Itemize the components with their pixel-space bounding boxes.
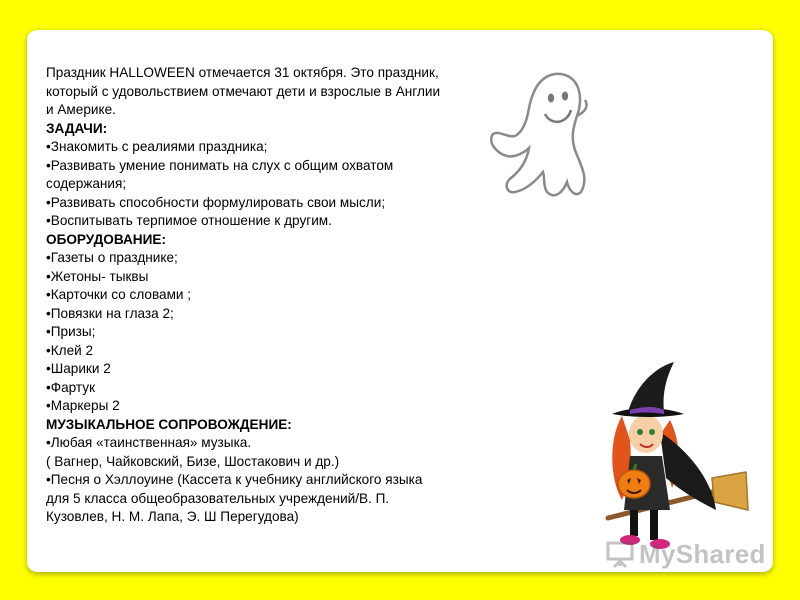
intro-line: и Америке.: [46, 102, 116, 117]
equipment-item: •Повязки на глаза 2;: [46, 305, 174, 321]
task-item: •Знакомить с реалиями праздника;: [46, 139, 268, 154]
equipment-item: •Газеты о празднике;: [46, 250, 178, 265]
equipment-item: •Маркеры 2: [46, 398, 120, 413]
music-heading: МУЗЫКАЛЬНОЕ СОПРОВОЖДЕНИЕ:: [46, 416, 292, 432]
equipment-item: •Фартук: [46, 379, 96, 395]
music-item: •Песня о Хэллоуине (Кассета к учебнику английского языка: [46, 472, 423, 487]
equipment-item: •Клей 2: [46, 342, 94, 358]
task-item: •Развивать способности формулировать свои мысли;: [46, 194, 386, 210]
ghost-image: [485, 66, 595, 206]
task-item: •Воспитывать терпимое отношение к другим.: [46, 213, 332, 228]
slide-text: [46, 64, 516, 527]
music-item: •Любая «таинственная» музыка.: [46, 435, 252, 450]
tasks-heading: ЗАДАЧИ:: [46, 120, 108, 136]
music-item: Кузовлев, Н. М. Лапа, Э. Ш Перегудова): [46, 509, 299, 524]
watermark: [605, 536, 766, 572]
intro-line: Праздник HALLOWEEN отмечается 31 октября. Это праздник,: [46, 65, 439, 80]
equipment-item: •Карточки со словами ;: [46, 287, 192, 302]
equipment-item: •Призы;: [46, 324, 96, 339]
equipment-heading: ОБОРУДОВАНИЕ:: [46, 231, 166, 247]
presentation-board-icon: [605, 539, 635, 569]
task-item: содержания;: [46, 176, 127, 191]
music-item: ( Вагнер, Чайковский, Бизе, Шостакович и др.): [46, 453, 340, 469]
watermark-text: MyShared: [639, 538, 766, 569]
equipment-item: •Жетоны- тыквы: [46, 268, 149, 284]
witch-image: [600, 360, 750, 565]
task-item: •Развивать умение понимать на слух с общим охватом: [46, 157, 394, 173]
music-item: для 5 класса общеобразовательных учреждений/В. П.: [46, 490, 390, 506]
intro-line: который с удовольствием отмечают дети и взрослые в Англии: [46, 83, 441, 99]
equipment-item: •Шарики 2: [46, 361, 111, 376]
